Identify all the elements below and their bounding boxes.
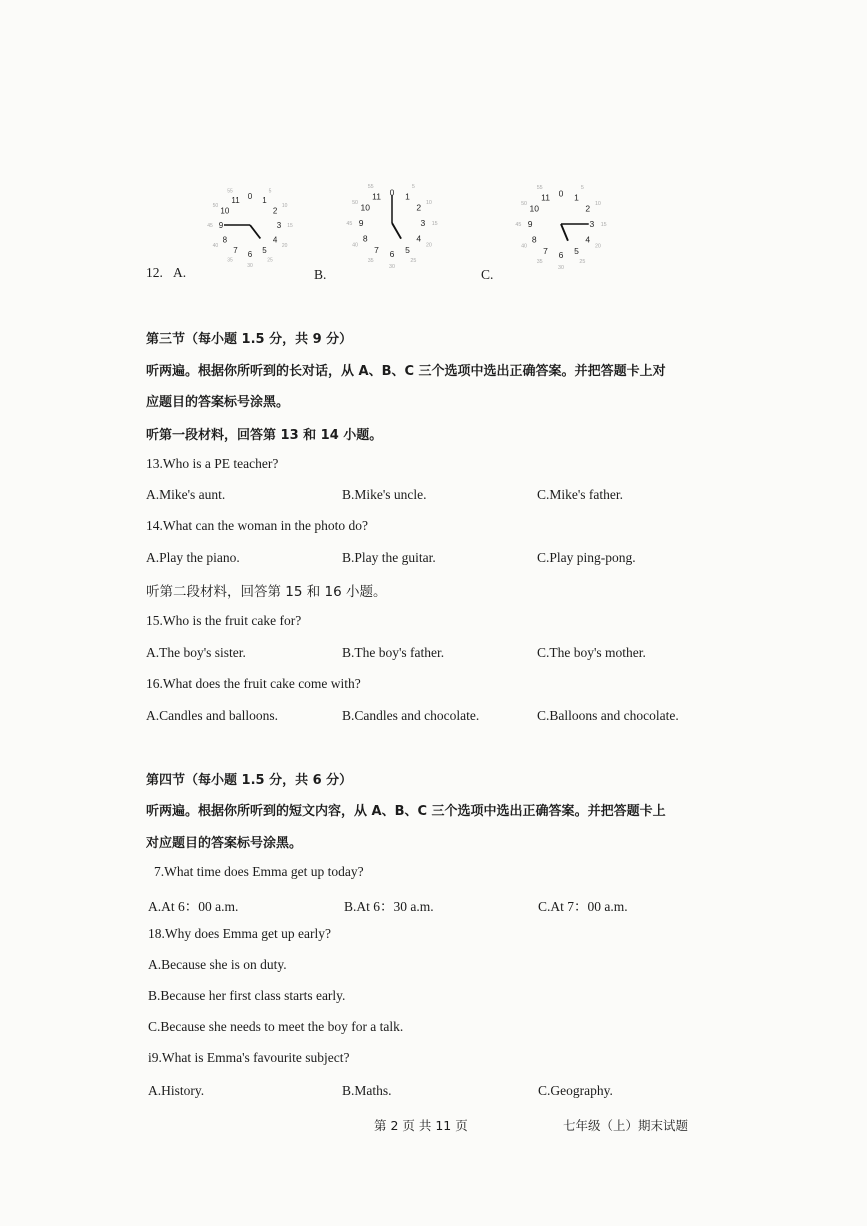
question-15-option-b: B.The boy's father. xyxy=(342,645,445,660)
question-18-option-a: A.Because she is on duty. xyxy=(148,957,287,972)
question-17-option-c: C.At 7：00 a.m. xyxy=(538,899,628,914)
clock-minute-mark: 50 xyxy=(212,203,219,209)
clock-minute-mark: 55 xyxy=(367,184,374,191)
clock-minute-mark: 30 xyxy=(247,263,253,269)
clock-number: 2 xyxy=(272,206,278,216)
clock-minute-mark: 15 xyxy=(287,223,293,229)
clock-option-c xyxy=(513,176,609,272)
clock-minute-mark: 30 xyxy=(558,264,564,271)
question-18-option-c: C.Because she needs to meet the boy for a talk. xyxy=(148,1019,404,1034)
clock-number: 0 xyxy=(247,192,253,201)
clock-number: 6 xyxy=(389,249,395,260)
clock-minute-mark: 35 xyxy=(227,257,233,264)
question-14-text: 14.What can the woman in the photo do? xyxy=(146,518,368,533)
question-13-option-b: B.Mike's uncle. xyxy=(342,487,427,502)
clock-number: 11 xyxy=(541,192,550,203)
question-16-option-c: C.Balloons and chocolate. xyxy=(537,708,679,723)
clock-minute-mark: 20 xyxy=(281,243,288,249)
clock-option-a xyxy=(205,180,295,270)
clock-number: 9 xyxy=(527,219,533,230)
clock-minute-mark: 45 xyxy=(346,221,353,228)
clock-minute-mark: 40 xyxy=(352,242,359,249)
clock-minute-mark: 20 xyxy=(425,242,432,249)
clock-minute-mark: 45 xyxy=(515,222,522,229)
clock-number: 4 xyxy=(272,235,278,245)
exam-title: 七年级（上）期末试题 xyxy=(563,1118,689,1133)
clock-number: 10 xyxy=(360,202,370,213)
clock-number: 8 xyxy=(362,233,368,244)
clock-minute-mark: 50 xyxy=(352,199,359,206)
clock-number: 1 xyxy=(405,191,410,202)
question-17-text: 7.What time does Emma get up today? xyxy=(154,864,364,879)
section-4-instruction-line1: 听两遍。根据你所听到的短文内容，从 A、B、C 三个选项中选出正确答案。并把答题卡上 xyxy=(146,804,666,819)
clock-minute-mark: 25 xyxy=(410,258,417,265)
clock-number: 5 xyxy=(574,245,579,256)
question-13-option-a: A.Mike's aunt. xyxy=(146,487,226,502)
clock-hour-hand xyxy=(250,225,260,238)
question-15-option-a: A.The boy's sister. xyxy=(146,645,246,660)
section-3-instruction-line1: 听两遍。根据你所听到的长对话，从 A、B、C 三个选项中选出正确答案。并把答题卡上对 xyxy=(146,364,666,379)
clock-number: 6 xyxy=(558,250,564,261)
clock-minute-mark: 25 xyxy=(267,257,273,264)
clock-number: 11 xyxy=(372,191,381,202)
question-15-option-c: C.The boy's mother. xyxy=(537,645,646,660)
section-3-material-1: 听第一段材料，回答第 13 和 14 小题。 xyxy=(146,428,383,443)
question-19-text: i9.What is Emma's favourite subject? xyxy=(148,1050,350,1065)
clock-minute-mark: 15 xyxy=(431,221,438,228)
clock-minute-mark: 40 xyxy=(521,243,528,250)
clock-number: 5 xyxy=(405,244,410,255)
clock-number: 10 xyxy=(529,203,539,214)
section-3-header: 第三节（每小题 1.5 分，共 9 分） xyxy=(146,332,353,347)
question-18-option-b: B.Because her first class starts early. xyxy=(148,988,346,1003)
question-14-option-b: B.Play the guitar. xyxy=(342,550,436,565)
clock-minute-mark: 40 xyxy=(212,243,219,249)
clock-minute-mark: 55 xyxy=(227,188,233,195)
clock-minute-mark: 5 xyxy=(268,188,272,195)
clock-minute-mark: 10 xyxy=(281,203,288,209)
clock-number: 3 xyxy=(589,219,595,230)
clock-number: 7 xyxy=(543,245,548,256)
clock-number: 5 xyxy=(262,246,267,256)
question-14-option-a: A.Play the piano. xyxy=(146,550,240,565)
question-17-option-b: B.At 6：30 a.m. xyxy=(344,899,434,914)
clock-number: 0 xyxy=(558,188,564,199)
clock-minute-mark: 55 xyxy=(536,185,543,192)
clock-number: 11 xyxy=(231,195,240,205)
clock-minute-mark: 5 xyxy=(411,184,415,191)
clock-number: 8 xyxy=(531,234,537,245)
clock-minute-mark: 25 xyxy=(579,259,586,266)
clock-minute-mark: 10 xyxy=(425,199,432,206)
clock-number: 9 xyxy=(218,221,224,230)
clock-number: 2 xyxy=(416,202,422,213)
clock-number: 7 xyxy=(233,246,238,256)
section-3-material-2: 听第二段材料，回答第 15 和 16 小题。 xyxy=(146,584,387,600)
clock-minute-mark: 10 xyxy=(594,200,601,207)
section-4-instruction-line2: 对应题目的答案标号涂黑。 xyxy=(146,836,303,851)
question-12-option-a: A. xyxy=(173,265,187,280)
clock-minute-mark: 15 xyxy=(600,222,607,229)
question-12-option-b: B. xyxy=(314,267,327,282)
clock-number: 4 xyxy=(585,234,591,245)
question-16-option-b: B.Candles and chocolate. xyxy=(342,708,480,723)
clock-number: 10 xyxy=(220,206,230,216)
question-13-option-c: C.Mike's father. xyxy=(537,487,624,502)
question-13-text: 13.Who is a PE teacher? xyxy=(146,456,279,471)
clock-number: 3 xyxy=(276,221,282,230)
clock-number: 1 xyxy=(574,192,579,203)
question-18-text: 18.Why does Emma get up early? xyxy=(148,926,331,941)
section-3-instruction-line2: 应题目的答案标号涂黑。 xyxy=(146,395,290,410)
question-12-number: 12. xyxy=(146,265,163,280)
clock-number: 4 xyxy=(416,233,422,244)
question-19-option-a: A.History. xyxy=(148,1083,205,1098)
clock-number: 2 xyxy=(585,203,591,214)
question-19-option-c: C.Geography. xyxy=(538,1083,613,1098)
clock-minute-mark: 30 xyxy=(389,263,395,270)
clock-option-b xyxy=(344,175,440,271)
clock-minute-mark: 35 xyxy=(367,258,374,265)
question-16-text: 16.What does the fruit cake come with? xyxy=(146,676,361,691)
section-4-header: 第四节（每小题 1.5 分，共 6 分） xyxy=(146,773,353,788)
question-19-option-b: B.Maths. xyxy=(342,1083,392,1098)
clock-number: 0 xyxy=(389,187,395,198)
question-17-option-a: A.At 6：00 a.m. xyxy=(148,899,239,914)
question-16-option-a: A.Candles and balloons. xyxy=(146,708,278,723)
page-number: 第 2 页 共 11 页 xyxy=(374,1118,468,1133)
question-15-text: 15.Who is the fruit cake for? xyxy=(146,613,302,628)
clock-number: 6 xyxy=(247,250,253,259)
clock-number: 8 xyxy=(222,235,228,245)
clock-number: 1 xyxy=(262,195,267,205)
clock-number: 7 xyxy=(374,244,379,255)
clock-minute-mark: 50 xyxy=(521,200,528,207)
question-14-option-c: C.Play ping-pong. xyxy=(537,550,636,565)
question-12-option-c: C. xyxy=(481,267,494,282)
clock-number: 9 xyxy=(358,218,364,229)
clock-minute-mark: 20 xyxy=(594,243,601,250)
clock-minute-mark: 5 xyxy=(580,185,584,192)
clock-hour-hand xyxy=(561,224,568,241)
clock-minute-mark: 45 xyxy=(207,223,213,229)
clock-hour-hand xyxy=(392,223,401,239)
clock-minute-mark: 35 xyxy=(536,259,543,266)
clock-number: 3 xyxy=(420,218,426,229)
